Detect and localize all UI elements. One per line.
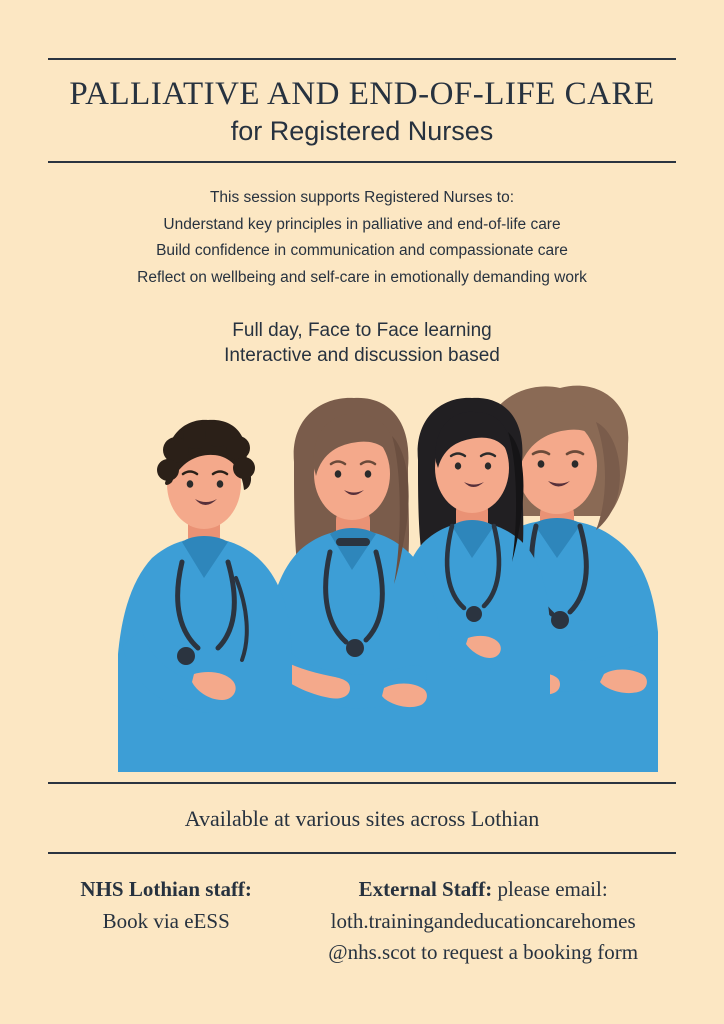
title-block [48, 60, 676, 161]
intro-line-1: This session supports Registered Nurses to: [209, 188, 515, 206]
format-line-2: Interactive and discussion based [224, 344, 500, 366]
divider-under-title [48, 161, 676, 163]
format-block [48, 318, 676, 369]
external-staff-heading: External Staff: [358, 877, 493, 902]
intro-line-4: Reflect on wellbeing and self-care in emotionally demanding work [137, 268, 587, 286]
nhs-staff-heading: NHS Lothian staff: [80, 877, 252, 902]
external-staff-email-line-2: @nhs.scot to request a booking form [328, 940, 639, 965]
intro-line-2: Understand key principles in palliative and end-of-life care [163, 215, 561, 233]
format-line-1: Full day, Face to Face learning [232, 319, 492, 341]
four-nurses-illustration [48, 382, 676, 772]
intro-block [48, 185, 676, 292]
external-staff-email-line-1: loth.trainingandeducationcarehomes [330, 908, 636, 933]
nhs-staff-body: Book via eESS [102, 908, 230, 933]
page-subtitle: for Registered Nurses [230, 115, 494, 146]
footer-block [48, 854, 676, 969]
nhs-staff-block [48, 874, 284, 969]
external-staff-heading-line [290, 874, 676, 906]
availability-text: Available at various sites across Lothian [184, 806, 540, 832]
external-staff-intro: please email: [492, 877, 608, 902]
external-staff-block [290, 874, 676, 969]
intro-line-3: Build confidence in communication and compassionate care [156, 242, 568, 260]
nurse-figure-1 [118, 420, 292, 772]
page-title: PALLIATIVE AND END-OF-LIFE CARE [69, 76, 655, 112]
nurse-figure-2 [266, 398, 440, 772]
